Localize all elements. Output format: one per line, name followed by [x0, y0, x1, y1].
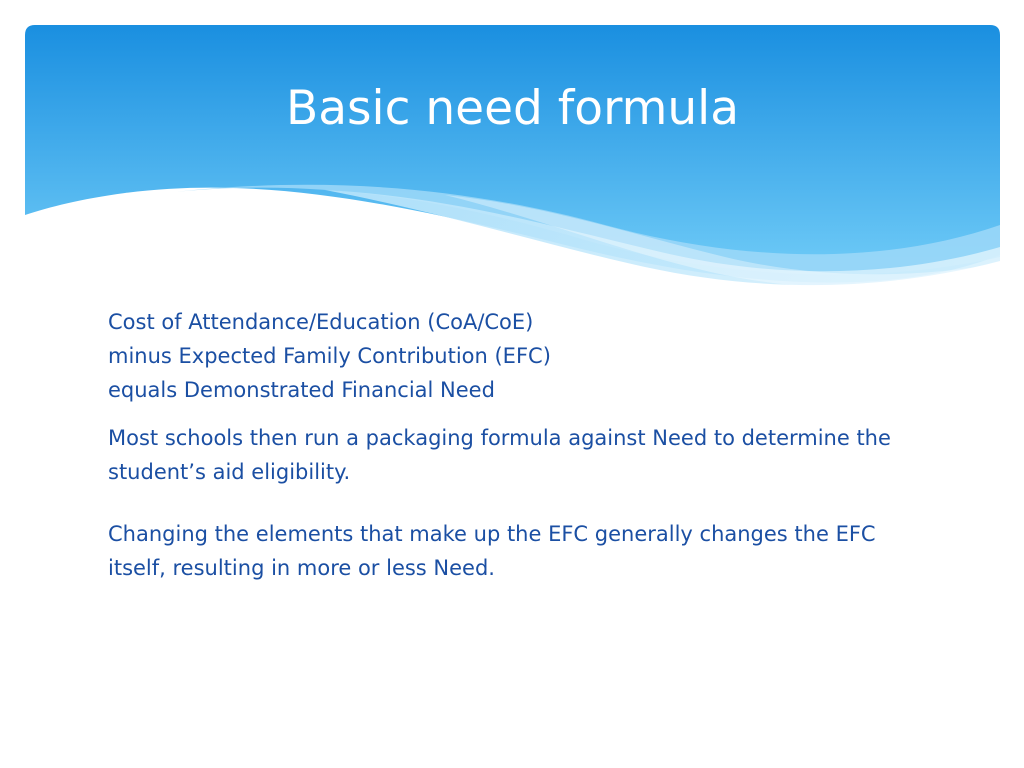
- formula-line-efc: minus Expected Family Contribution (EFC): [108, 344, 551, 368]
- spacer: [108, 489, 928, 503]
- slide-body: [108, 305, 928, 585]
- formula-line-need: equals Demonstrated Financial Need: [108, 378, 495, 402]
- spacer: [108, 407, 928, 421]
- paragraph-efc-changes: Changing the elements that make up the EFC generally changes the EFC itself, resulting in more or less Need.: [108, 522, 876, 580]
- formula-line-coa: Cost of Attendance/Education (CoA/CoE): [108, 310, 534, 334]
- wave-decoration: [25, 25, 1000, 290]
- spacer: [108, 503, 928, 517]
- header-banner: [25, 25, 1000, 290]
- slide-title: Basic need formula: [286, 81, 739, 136]
- paragraph-packaging: Most schools then run a packaging formula against Need to determine the student’s aid eligibility.: [108, 426, 891, 484]
